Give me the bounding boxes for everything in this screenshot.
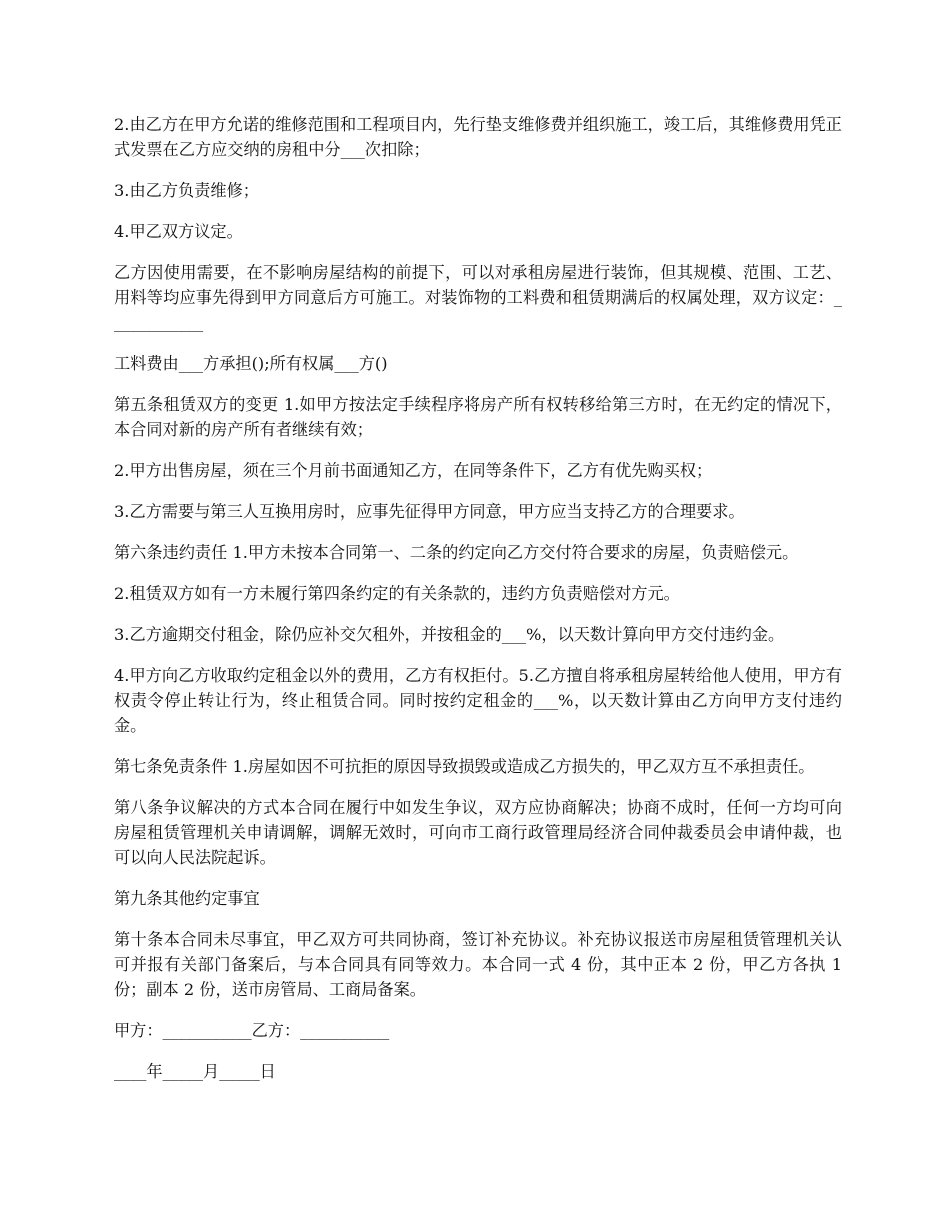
paragraph-mutual-agreement: 4.甲乙双方议定。 [114,222,243,241]
paragraph-article-7-exemption: 第七条免责条件 1.房屋如因不可抗拒的原因导致损毁或造成乙方损失的，甲乙双方互不承担责任。 [114,757,815,776]
paragraph-article-5-change: 第五条租赁双方的变更 1.如甲方按法定手续程序将房产所有权转移给第三方时，在无约定的情况下，本合同对新的房产所有者继续有效； [114,395,842,439]
paragraph-breach-article-4: 2.租赁双方如有一方未履行第四条约定的有关条款的，违约方负责赔偿对方元。 [114,584,680,603]
paragraph-material-cost: 工料费由___方承担();所有权属___方() [114,354,388,373]
document-body [114,112,842,1100]
paragraph-article-8-dispute: 第八条争议解决的方式本合同在履行中如发生争议，双方应协商解决；协商不成时，任何一方均可向房屋租赁管理机关申请调解，调解无效时，可向市工商行政管理局经济合同仲裁委员会申请仲裁，也可以向人民法院起诉。 [114,798,842,867]
paragraph-tenant-repair: 3.由乙方负责维修； [114,181,259,200]
paragraph-extra-fees-sublet: 4.甲方向乙方收取约定租金以外的费用，乙方有权拒付。5.乙方擅自将承租房屋转给他人使用，甲方有权责令停止转让行为，终止租赁合同。同时按约定租金的___%，以天数计算由乙方向甲方支付违约金。 [114,666,842,735]
paragraph-late-rent: 3.乙方逾期交付租金，除仍应补交欠租外，并按租金的___%，以天数计算向甲方交付违约金。 [114,625,785,644]
date-line: ____年_____月_____日 [114,1062,276,1081]
signature-line: 甲方：___________乙方：___________ [114,1021,390,1040]
paragraph-exchange-housing: 3.乙方需要与第三人互换用房时，应事先征得甲方同意，甲方应当支持乙方的合理要求。 [114,502,745,521]
paragraph-article-10-supplement: 第十条本合同未尽事宜，甲乙双方可共同协商，签订补充协议。补充协议报送市房屋租赁管理机关认可并报有关部门备案后，与本合同具有同等效力。本合同一式 4 份，其中正本 2 份，甲乙方各执 1 份；副本 2 份，送市房管局、工商局备案。 [114,930,842,999]
paragraph-article-9-other: 第九条其他约定事宜 [114,889,260,908]
paragraph-sale-notice: 2.甲方出售房屋，须在三个月前书面通知乙方，在同等条件下，乙方有优先购买权； [114,461,713,480]
paragraph-article-6-liability: 第六条违约责任 1.甲方未按本合同第一、二条的约定向乙方交付符合要求的房屋，负责赔偿元。 [114,543,799,562]
paragraph-decoration: 乙方因使用需要，在不影响房屋结构的前提下，可以对承租房屋进行装饰，但其规模、范围、工艺、用料等均应事先得到甲方同意后方可施工。对装饰物的工料费和租赁期满后的权属处理，双方议定：____________ [114,263,842,332]
paragraph-repair-advance: 2.由乙方在甲方允诺的维修范围和工程项目内，先行垫支维修费并组织施工，竣工后，其维修费用凭正式发票在乙方应交纳的房租中分___次扣除； [114,115,842,159]
